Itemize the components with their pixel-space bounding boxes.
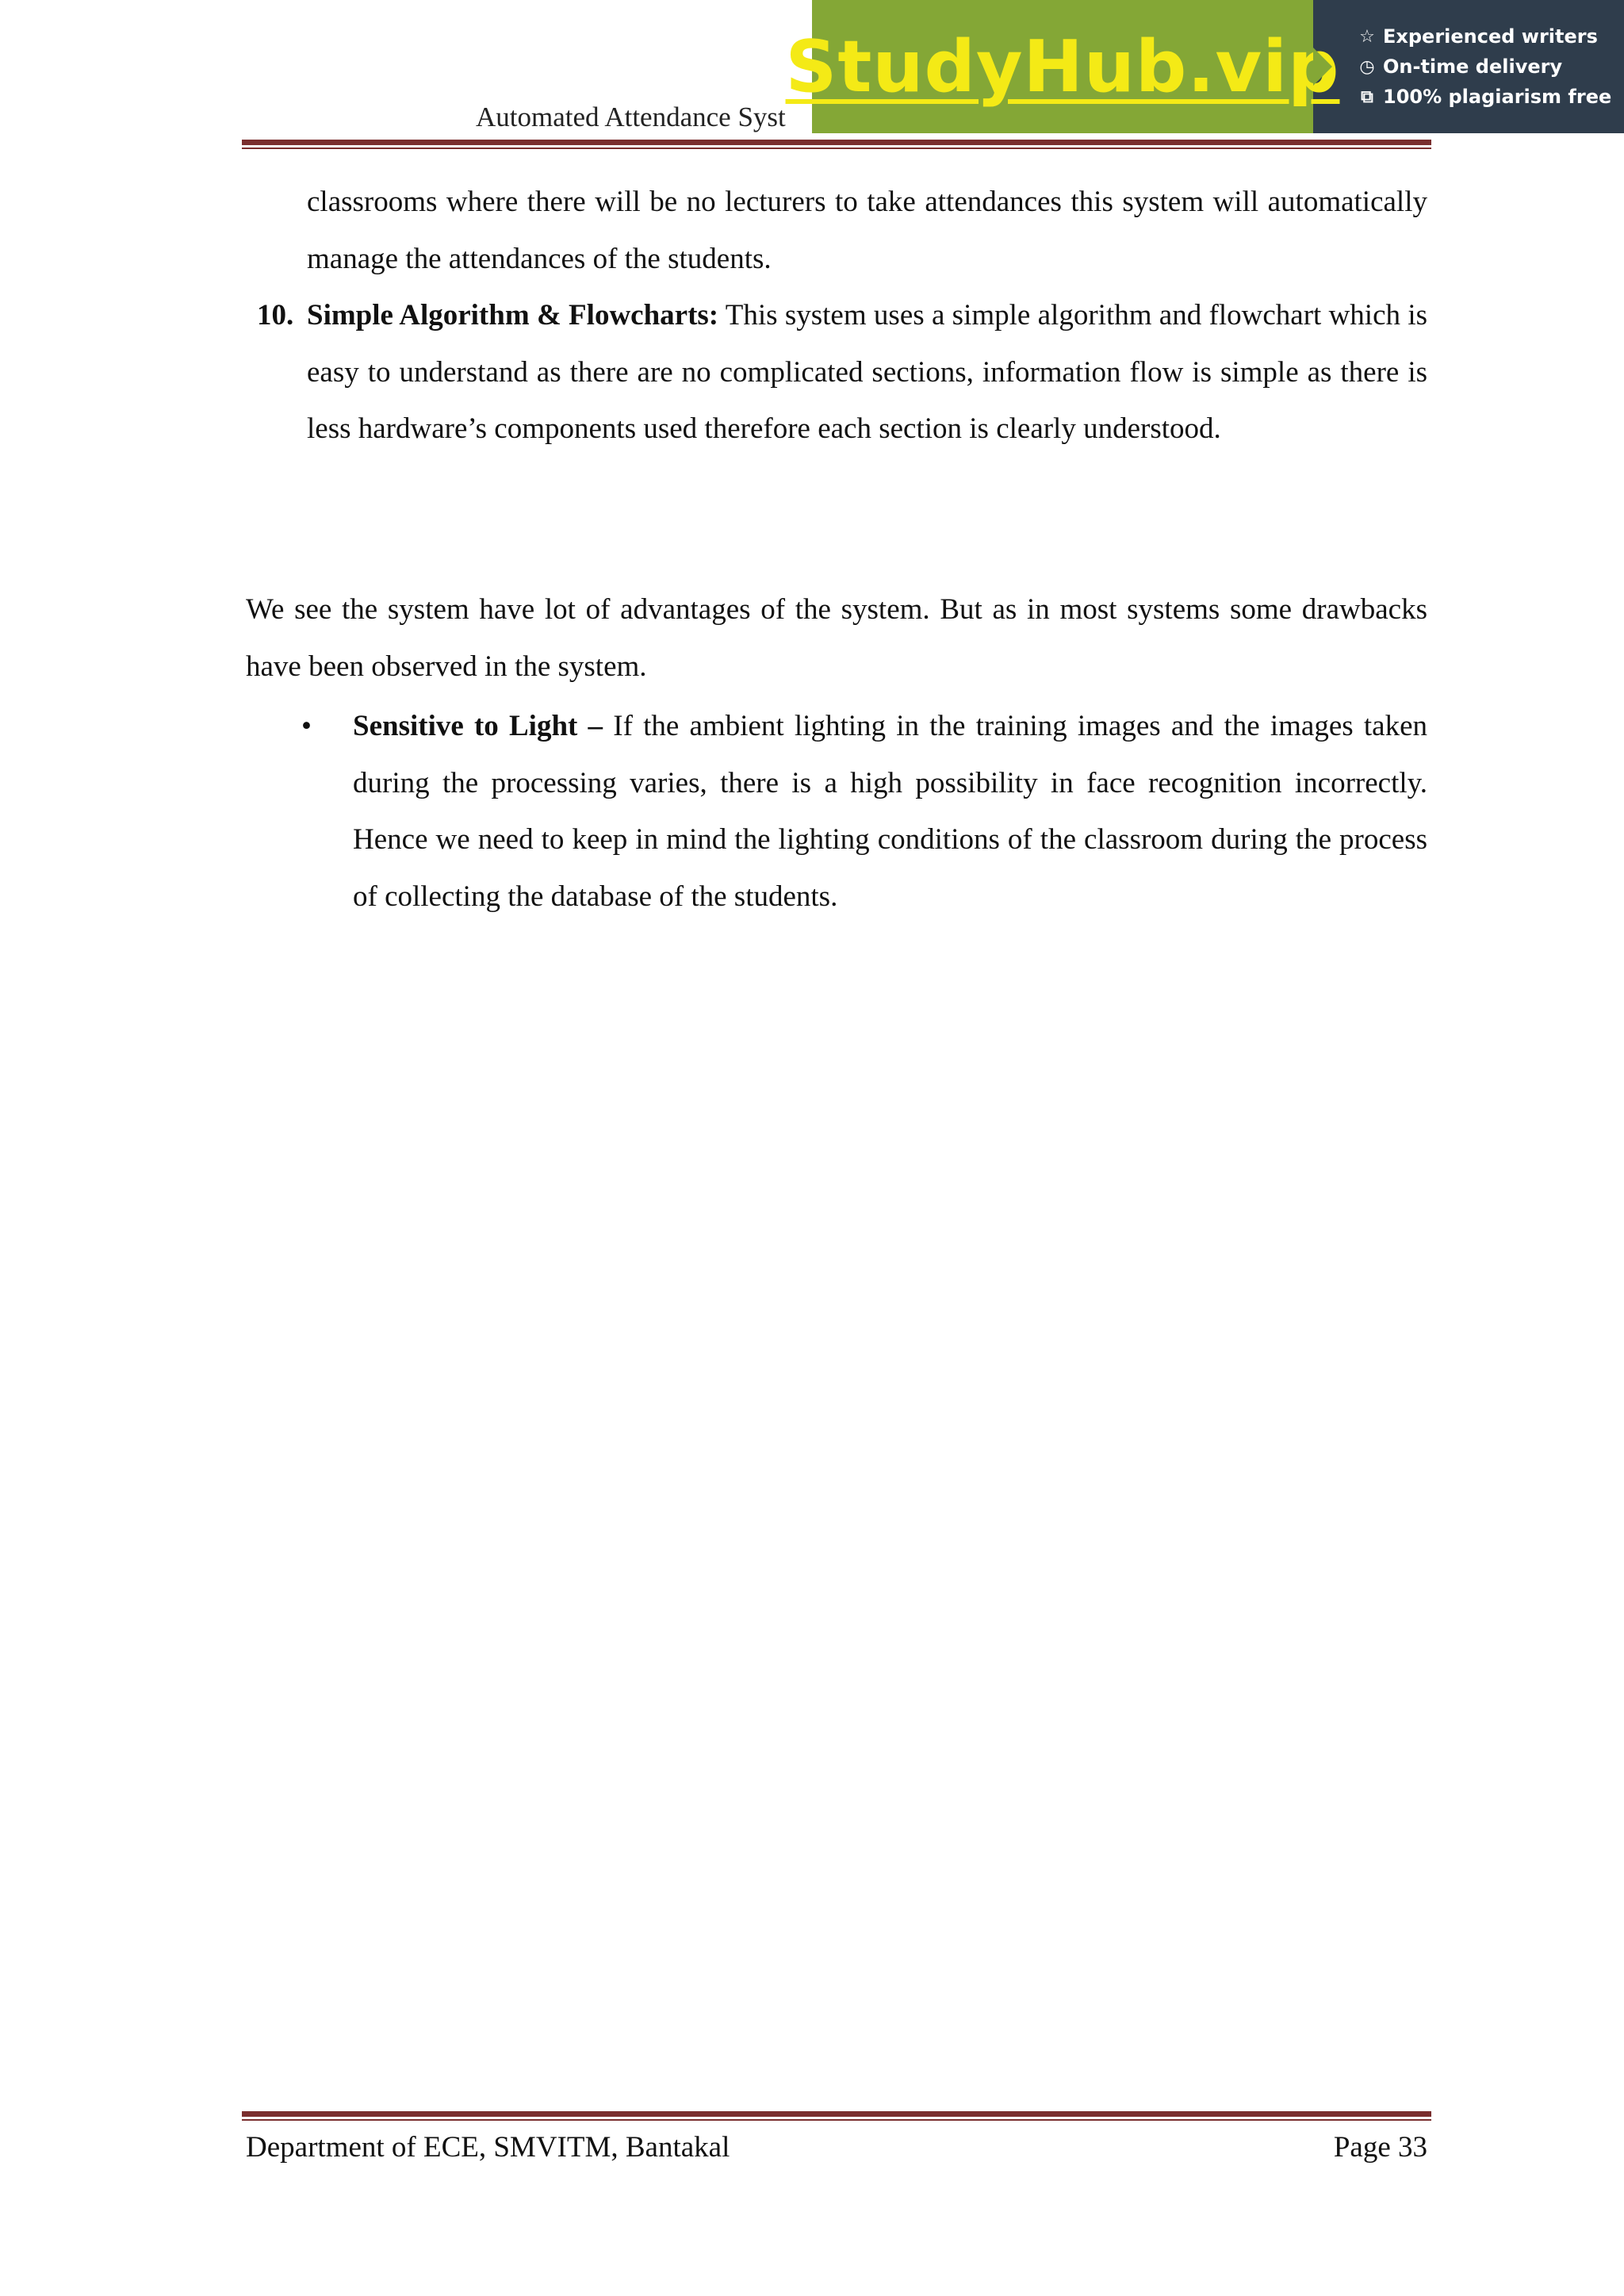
page-number: Page 33: [1333, 2131, 1427, 2164]
header-rule-thick: [242, 140, 1431, 145]
list-item-text: This system uses a simple algorithm and flowchart which is easy to understand as there are no complicated sections, information flow is simple as there is less hardware’s components used therefore each section is clearly understood.: [307, 299, 1427, 445]
ad-logo-panel[interactable]: [785, 0, 1340, 133]
copy-icon: ⧉: [1361, 86, 1373, 107]
clock-icon: ◷: [1359, 56, 1375, 77]
star-icon: ☆: [1359, 26, 1375, 47]
ad-feature: [1358, 86, 1624, 108]
list-item-10: [307, 287, 1427, 458]
header-rule-thin: [242, 148, 1431, 149]
footer-department: Department of ECE, SMVITM, Bantakal: [246, 2131, 730, 2164]
bullet-text: If the ambient lighting in the training images and the images taken during the processing varies, there is a high possibility in face recognition incorrectly. Hence we need to keep in mind the lighting conditions of the classroom during the process of collecting the database of the students.: [353, 710, 1427, 913]
bullet-title: Sensitive to Light –: [353, 710, 603, 742]
item9-continuation: classrooms where there will be no lecturers to take attendances this system will automatically manage the attendances of the students.: [307, 186, 1427, 275]
footer-rule-thin: [242, 2119, 1431, 2121]
bullet-icon: •: [301, 710, 312, 742]
ad-feature-label: Experienced writers: [1383, 25, 1598, 48]
header-title: Automated Attendance Syst: [476, 102, 786, 132]
footer-rule-thick: [242, 2111, 1431, 2117]
ad-features-panel: [1313, 0, 1624, 133]
bullet-item: [353, 698, 1427, 925]
body-paragraph: We see the system have lot of advantages of the system. But as in most systems some drawbacks have been observed in the system.: [246, 593, 1427, 683]
ad-logo[interactable]: StudyHub.vip: [785, 25, 1340, 109]
ad-feature-label: 100% plagiarism free: [1383, 86, 1612, 108]
list-item-title: Simple Algorithm & Flowcharts:: [307, 299, 719, 332]
list-number: 10.: [257, 299, 294, 332]
ad-feature: [1358, 56, 1624, 78]
ad-feature: [1358, 25, 1624, 48]
ad-feature-label: On-time delivery: [1383, 56, 1563, 78]
ad-banner[interactable]: [785, 0, 1624, 133]
